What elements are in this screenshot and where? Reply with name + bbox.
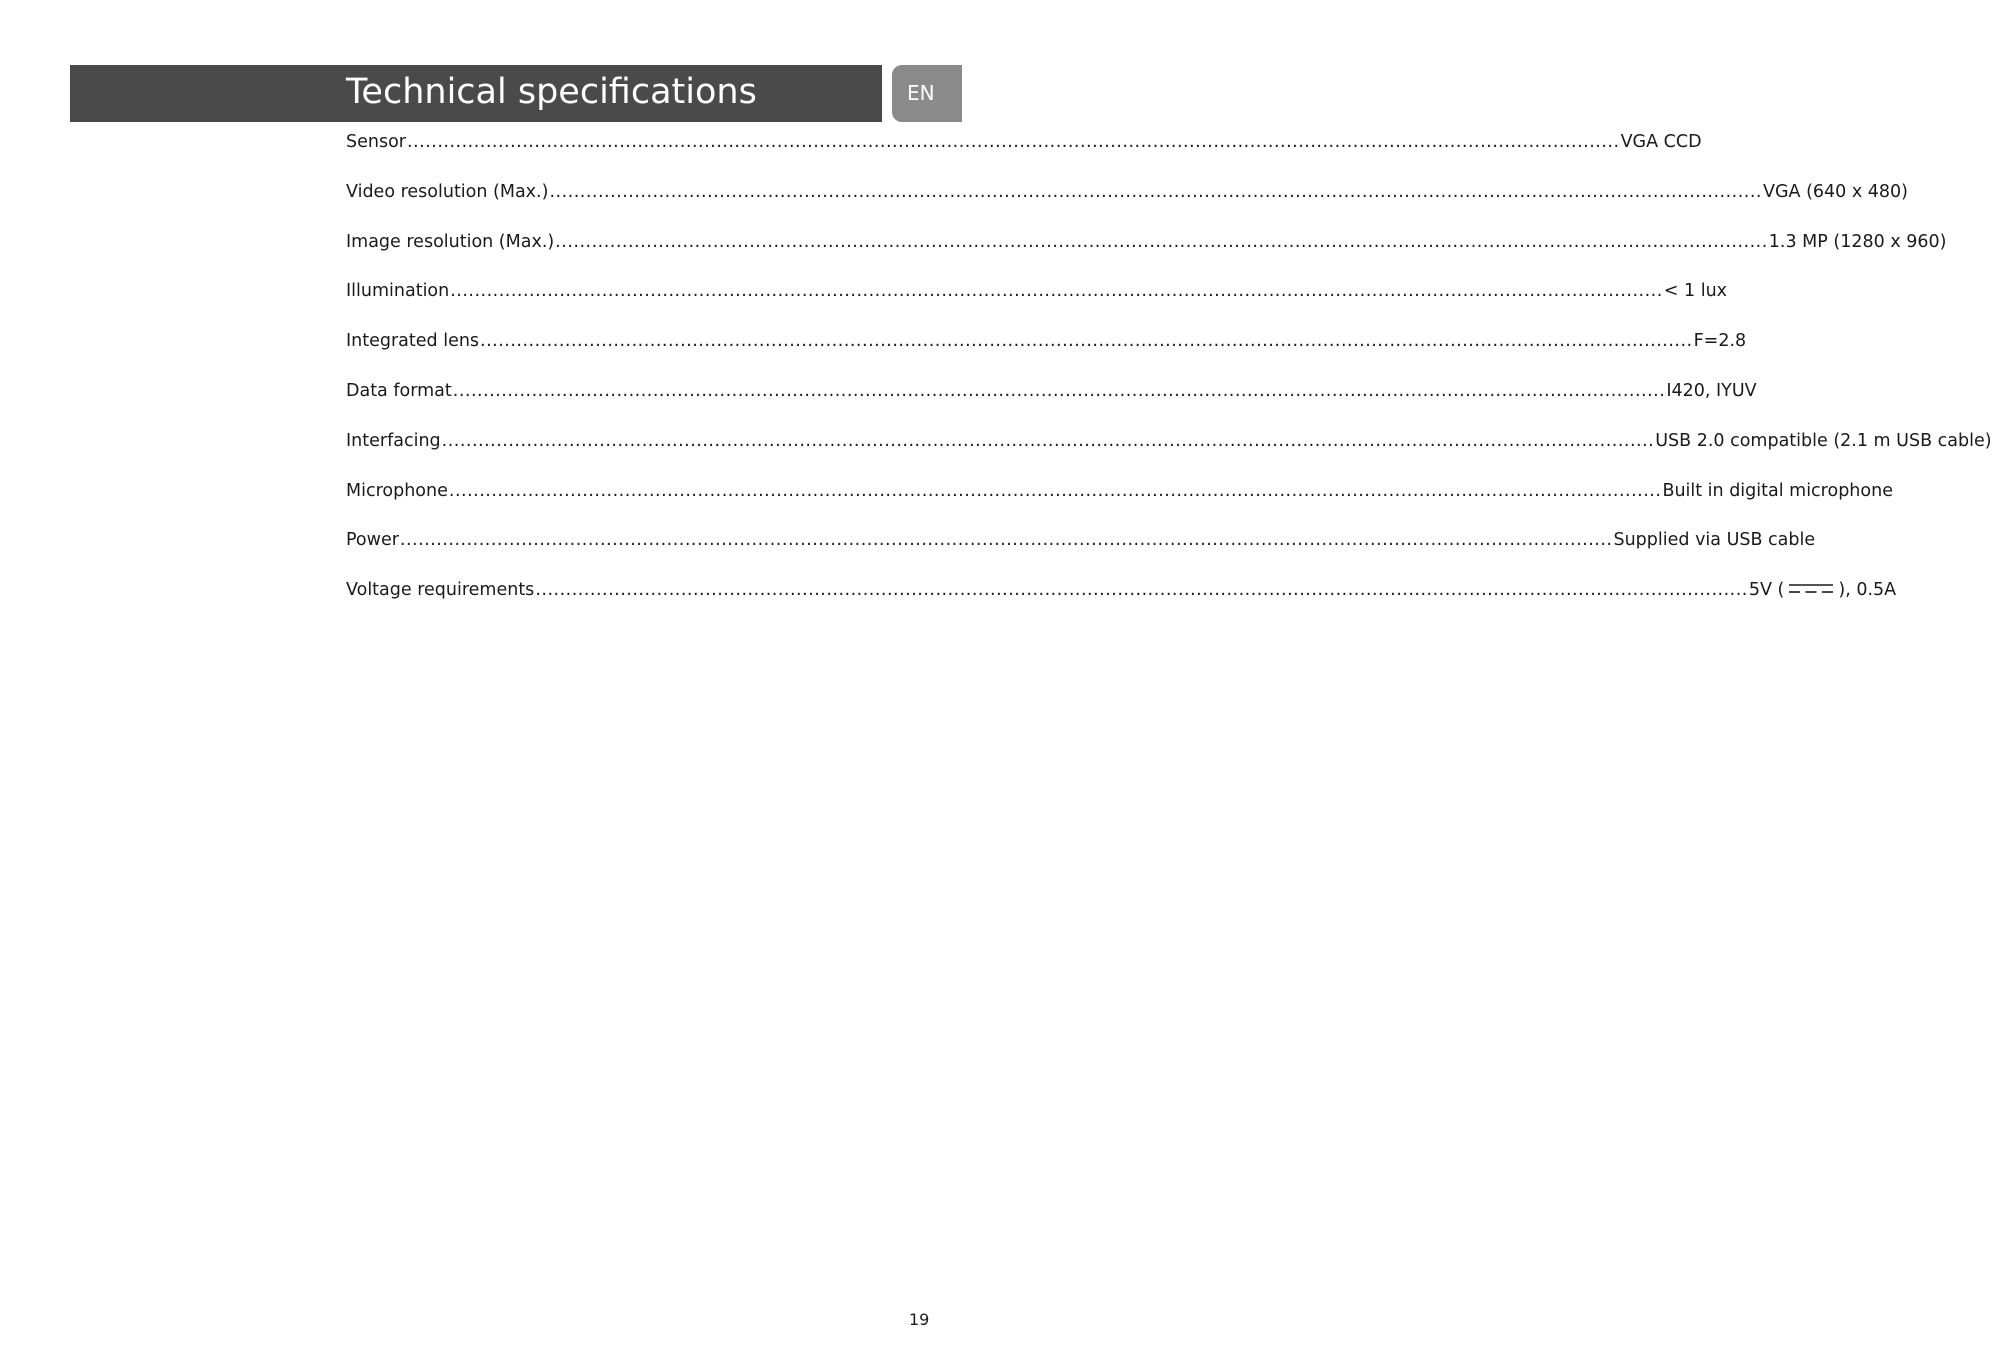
spec-label: Sensor bbox=[346, 132, 406, 152]
spec-value: Supplied via USB cable bbox=[1613, 530, 1816, 551]
spec-row-image-resolution bbox=[346, 228, 1947, 278]
language-tab bbox=[892, 65, 962, 122]
spec-row-data-format bbox=[346, 377, 1757, 427]
spec-value: Built in digital microphone bbox=[1662, 480, 1893, 501]
page-title: Technical specifications bbox=[346, 72, 757, 112]
spec-row-power bbox=[346, 526, 1816, 576]
spec-label: Voltage requirements bbox=[346, 580, 535, 601]
spec-row-interfacing bbox=[346, 427, 1992, 477]
language-tab-label: EN bbox=[907, 81, 935, 105]
spec-value-prefix: 5V ( bbox=[1748, 580, 1785, 601]
dot-leader: ........................................................................................................................................................................................................ bbox=[452, 380, 1666, 401]
dot-leader: ........................................................................................................................................................................................................ bbox=[535, 580, 1748, 601]
dot-leader: ........................................................................................................................................................................................................ bbox=[480, 331, 1693, 352]
spec-label: Power bbox=[346, 530, 399, 551]
page-number: 19 bbox=[909, 1310, 930, 1329]
spec-label: Interfacing bbox=[346, 430, 441, 451]
dot-leader: ........................................................................................................................................................................................................ bbox=[399, 530, 1613, 551]
spec-label: Microphone bbox=[346, 480, 448, 501]
dot-leader: ........................................................................................................................................................................................................ bbox=[407, 132, 1620, 152]
spec-value-suffix: ), 0.5A bbox=[1838, 580, 1897, 601]
spec-row-voltage-requirements bbox=[346, 576, 1897, 626]
spec-label: Illumination bbox=[346, 281, 450, 302]
spec-value: 1.3 MP (1280 x 960) bbox=[1768, 231, 1947, 252]
dot-leader: ........................................................................................................................................................................................................ bbox=[555, 231, 1768, 252]
spec-value bbox=[1749, 576, 1896, 604]
dot-leader: ........................................................................................................................................................................................................ bbox=[549, 181, 1762, 202]
direct-current-icon bbox=[1788, 581, 1834, 595]
dot-leader: ........................................................................................................................................................................................................ bbox=[450, 281, 1663, 302]
spec-label: Video resolution (Max.) bbox=[346, 181, 549, 202]
spec-value: < 1 lux bbox=[1663, 281, 1728, 302]
spec-row-illumination bbox=[346, 277, 1728, 327]
spec-label: Integrated lens bbox=[346, 331, 480, 352]
spec-row-microphone bbox=[346, 477, 1893, 527]
spec-list bbox=[346, 128, 1992, 626]
spec-label: Data format bbox=[346, 380, 452, 401]
spec-row-sensor bbox=[346, 128, 1702, 178]
dot-leader: ........................................................................................................................................................................................................ bbox=[448, 480, 1662, 501]
spec-row-integrated-lens bbox=[346, 327, 1747, 377]
spec-value: VGA (640 x 480) bbox=[1763, 181, 1909, 202]
spec-row-video-resolution bbox=[346, 178, 1909, 228]
spec-label: Image resolution (Max.) bbox=[346, 231, 555, 252]
spec-value: VGA CCD bbox=[1620, 132, 1702, 152]
section-title-bar bbox=[70, 65, 882, 122]
dot-leader: ........................................................................................................................................................................................................ bbox=[441, 430, 1655, 451]
spec-value: I420, IYUV bbox=[1666, 380, 1757, 401]
spec-value: USB 2.0 compatible (2.1 m USB cable) bbox=[1655, 430, 1992, 451]
spec-value: F=2.8 bbox=[1693, 331, 1747, 352]
